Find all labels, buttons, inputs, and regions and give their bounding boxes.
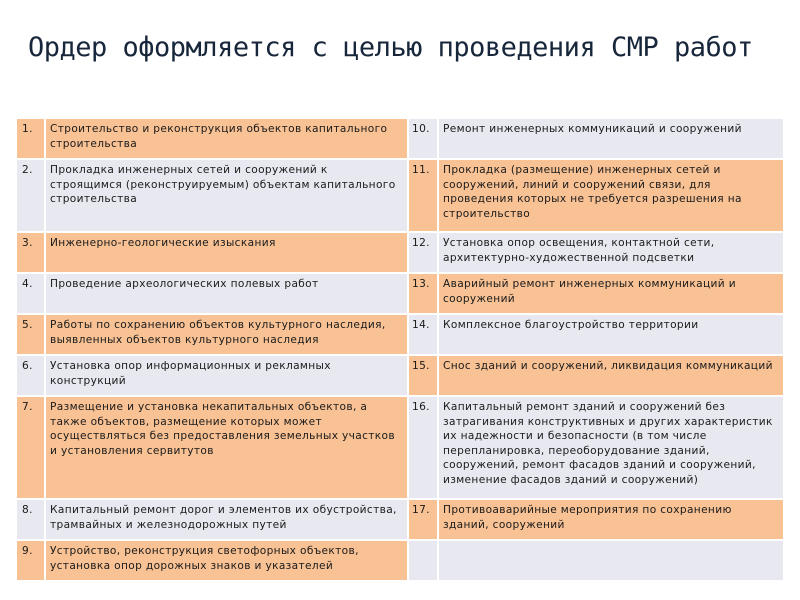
item-text: Размещение и установка некапитальных объектов, а также объектов, размещение которых может осуществляться без предоставления земельных участков и установления сервитутов (45, 396, 408, 499)
item-number: 8. (16, 499, 45, 540)
item-number: 14. (408, 314, 438, 355)
item-text: Прокладка (размещение) инженерных сетей и сооружений, линий и сооружений связи, для проведения которых не требуется разрешения на строительство (438, 159, 784, 232)
table-row (16, 232, 784, 273)
table-row (16, 273, 784, 314)
item-number: 12. (408, 232, 438, 273)
item-number: 5. (16, 314, 45, 355)
item-number: 9. (16, 540, 45, 581)
item-text: Комплексное благоустройство территории (438, 314, 784, 355)
item-text: Снос зданий и сооружений, ликвидация коммуникаций (438, 355, 784, 396)
item-number: 17. (408, 499, 438, 540)
table-row (16, 396, 784, 499)
item-number: 7. (16, 396, 45, 499)
item-text: Противоаварийные мероприятия по сохранению зданий, сооружений (438, 499, 784, 540)
item-number: 4. (16, 273, 45, 314)
table-row (16, 159, 784, 232)
item-number: 16. (408, 396, 438, 499)
item-number: 3. (16, 232, 45, 273)
item-number: 1. (16, 118, 45, 159)
item-number (408, 540, 438, 581)
table-row (16, 355, 784, 396)
item-text: Строительство и реконструкция объектов капитального строительства (45, 118, 408, 159)
item-number: 11. (408, 159, 438, 232)
item-number: 13. (408, 273, 438, 314)
table-row (16, 314, 784, 355)
item-text: Ремонт инженерных коммуникаций и сооружений (438, 118, 784, 159)
item-text: Капитальный ремонт дорог и элементов их обустройства, трамвайных и железнодорожных путей (45, 499, 408, 540)
item-text: Проведение археологических полевых работ (45, 273, 408, 314)
item-text: Капитальный ремонт зданий и сооружений без затрагивания конструктивных и других характеристик их надежности и безопасности (в том числе перепланировка, переоборудование зданий, сооружений, ремонт фасадов зданий и сооружений, изменение фасадов зданий и сооружений) (438, 396, 784, 499)
item-text: Инженерно-геологические изыскания (45, 232, 408, 273)
item-number: 15. (408, 355, 438, 396)
item-text: Установка опор информационных и рекламных конструкций (45, 355, 408, 396)
item-number: 6. (16, 355, 45, 396)
table-row (16, 118, 784, 159)
item-text: Устройство, реконструкция светофорных объектов, установка опор дорожных знаков и указателей (45, 540, 408, 581)
page-title: Ордер оформляется с целью проведения СМР работ (28, 32, 753, 63)
item-text: Прокладка инженерных сетей и сооружений к строящимся (реконструируемым) объектам капитального строительства (45, 159, 408, 232)
smr-works-table (15, 117, 785, 582)
table-row (16, 540, 784, 581)
item-text (438, 540, 784, 581)
table-row (16, 499, 784, 540)
item-text: Аварийный ремонт инженерных коммуникаций и сооружений (438, 273, 784, 314)
item-number: 2. (16, 159, 45, 232)
item-text: Установка опор освещения, контактной сети, архитектурно-художественной подсветки (438, 232, 784, 273)
item-text: Работы по сохранению объектов культурного наследия, выявленных объектов культурного наследия (45, 314, 408, 355)
item-number: 10. (408, 118, 438, 159)
